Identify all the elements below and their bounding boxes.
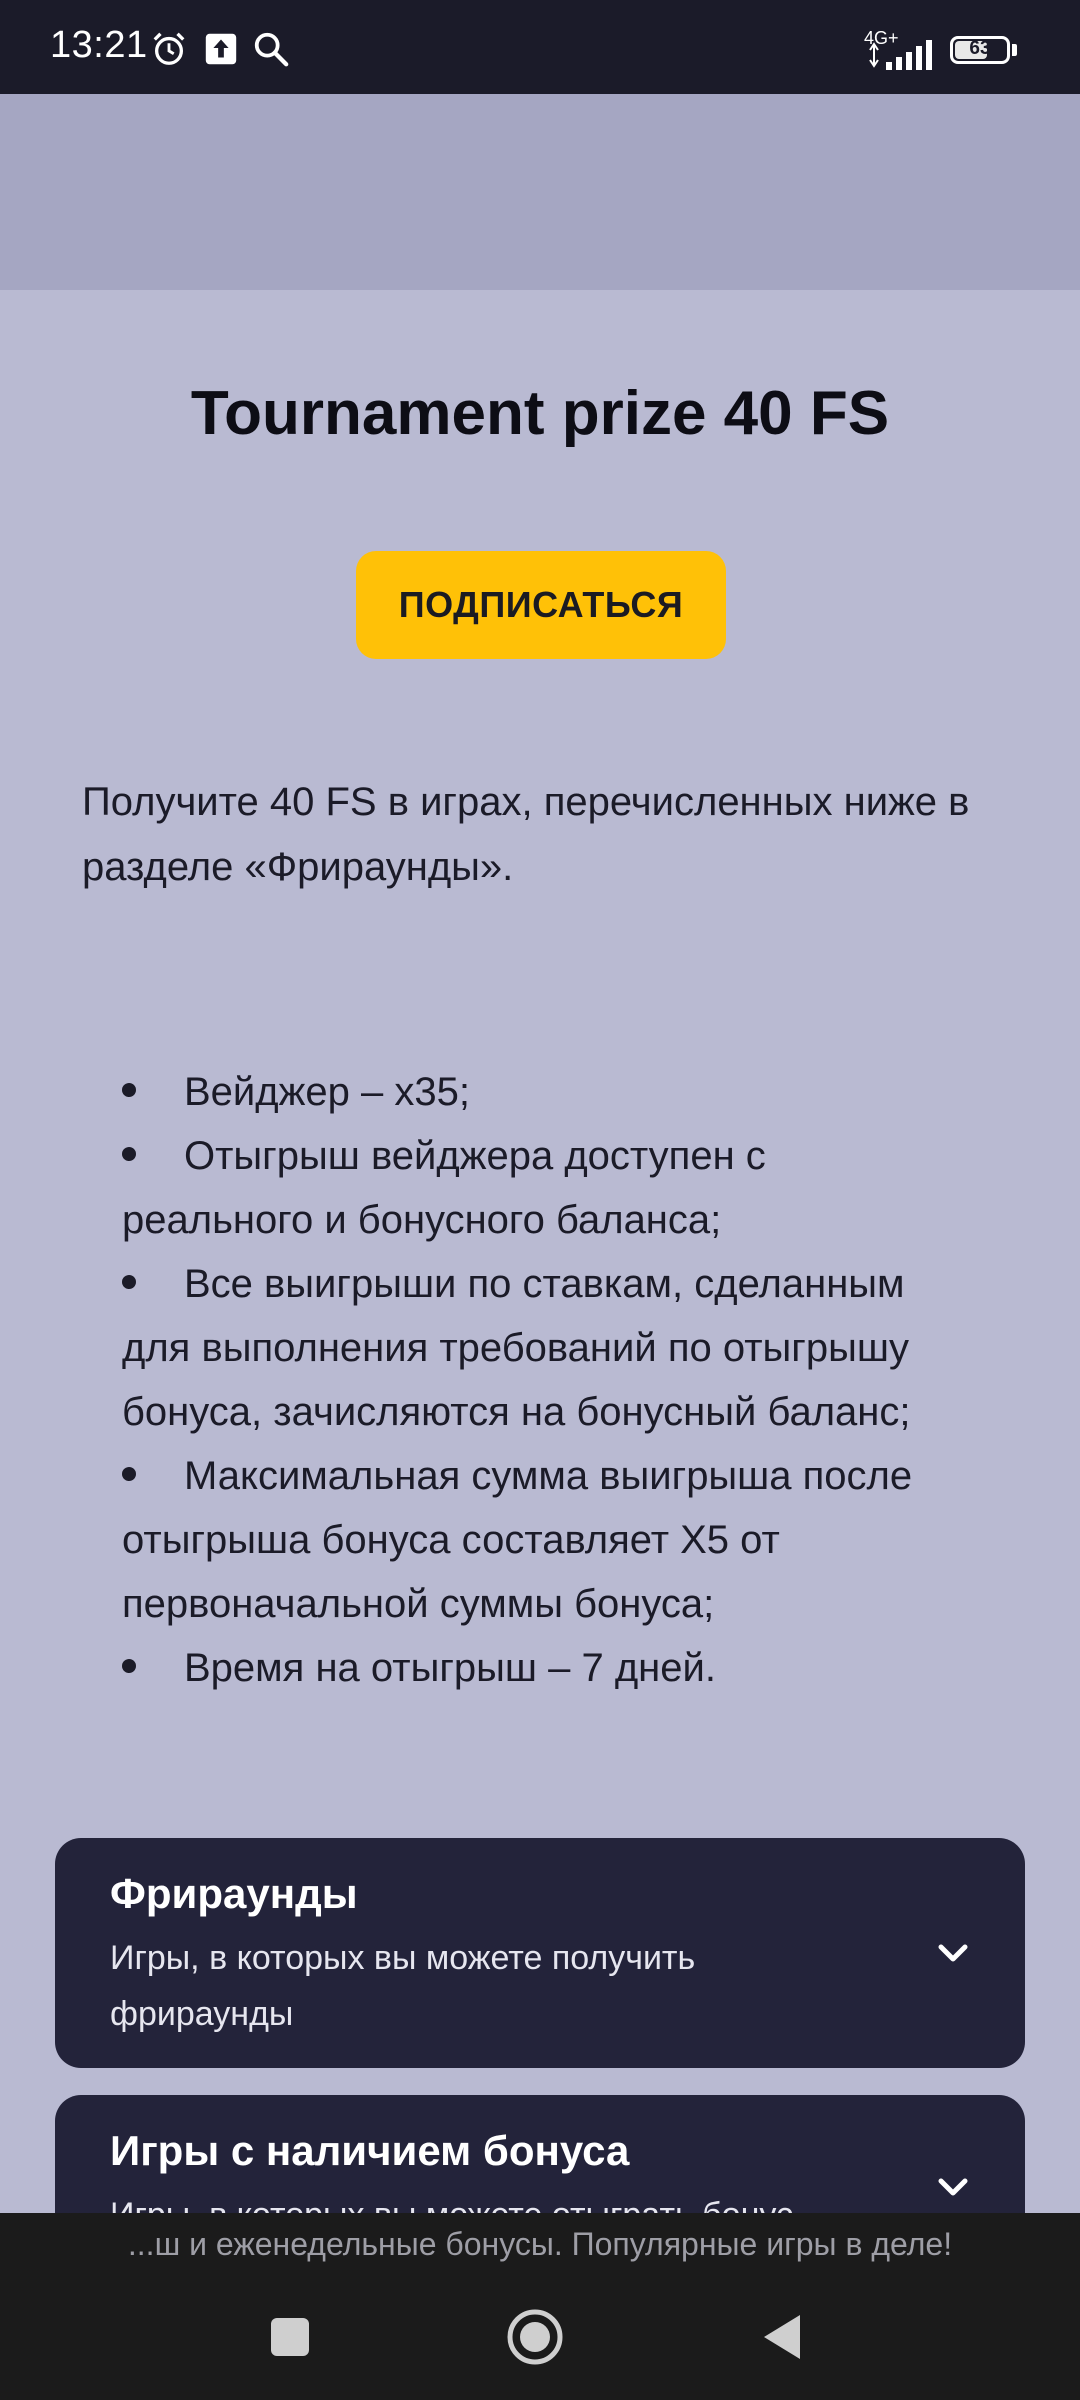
condition-text: Вейджер – x35; [184, 1070, 470, 1114]
accordion-freerounds[interactable] [55, 1838, 1025, 2068]
marquee-banner: ...ш и еженедельные бонусы. Популярные игры в деле! [0, 2213, 1080, 2281]
condition-item [122, 1060, 962, 1124]
bullet [122, 1147, 136, 1161]
bullet [122, 1659, 136, 1673]
navigation-bar [0, 2281, 1080, 2400]
home-icon[interactable] [505, 2307, 565, 2367]
accordion-title: Игры с наличием бонуса [110, 2127, 630, 2174]
battery-icon [950, 36, 1010, 64]
network-type: 4G+ [864, 28, 899, 48]
condition-item [122, 1636, 962, 1700]
signal-icon [868, 40, 938, 70]
accordion-title: Фрираунды [110, 1870, 358, 1917]
condition-text: Время на отыгрыш – 7 дней. [184, 1646, 716, 1690]
bullet [122, 1083, 136, 1097]
conditions-list [122, 1060, 962, 1700]
subscribe-button[interactable]: ПОДПИСАТЬСЯ [356, 551, 726, 659]
status-time: 13:21 [50, 24, 148, 66]
search-icon [252, 30, 290, 68]
alarm-icon [150, 30, 188, 68]
battery-percent: 63 [969, 38, 991, 59]
recents-icon[interactable] [260, 2307, 320, 2367]
bullet [122, 1275, 136, 1289]
top-banner [0, 94, 1080, 290]
bullet [122, 1467, 136, 1481]
upload-icon [202, 30, 240, 68]
condition-item [122, 1252, 962, 1444]
battery-tip [1012, 44, 1017, 56]
intro-text: Получите 40 FS в играх, перечисленных ниже в разделе «Фрираунды». [82, 780, 970, 889]
condition-text: Все выигрыши по ставкам, сделанным для выполнения требований по отыгрышу бонуса, зачисляются на бонусный баланс; [122, 1262, 911, 1434]
condition-item [122, 1444, 962, 1636]
page-title: Tournament prize 40 FS [190, 379, 890, 448]
chevron-down-icon[interactable] [933, 1933, 973, 1973]
condition-text: Максимальная сумма выигрыша после отыгрыша бонуса составляет X5 от первоначальной суммы бонуса; [122, 1454, 913, 1626]
status-bar [0, 0, 1080, 94]
chevron-down-icon[interactable] [933, 2167, 973, 2207]
condition-item [122, 1124, 962, 1252]
accordion-subtitle: Игры, в которых вы можете получить фрираунды [110, 1939, 696, 2033]
back-icon[interactable] [752, 2307, 812, 2367]
condition-text: Отыгрыш вейджера доступен с реального и бонусного баланса; [122, 1134, 766, 1242]
